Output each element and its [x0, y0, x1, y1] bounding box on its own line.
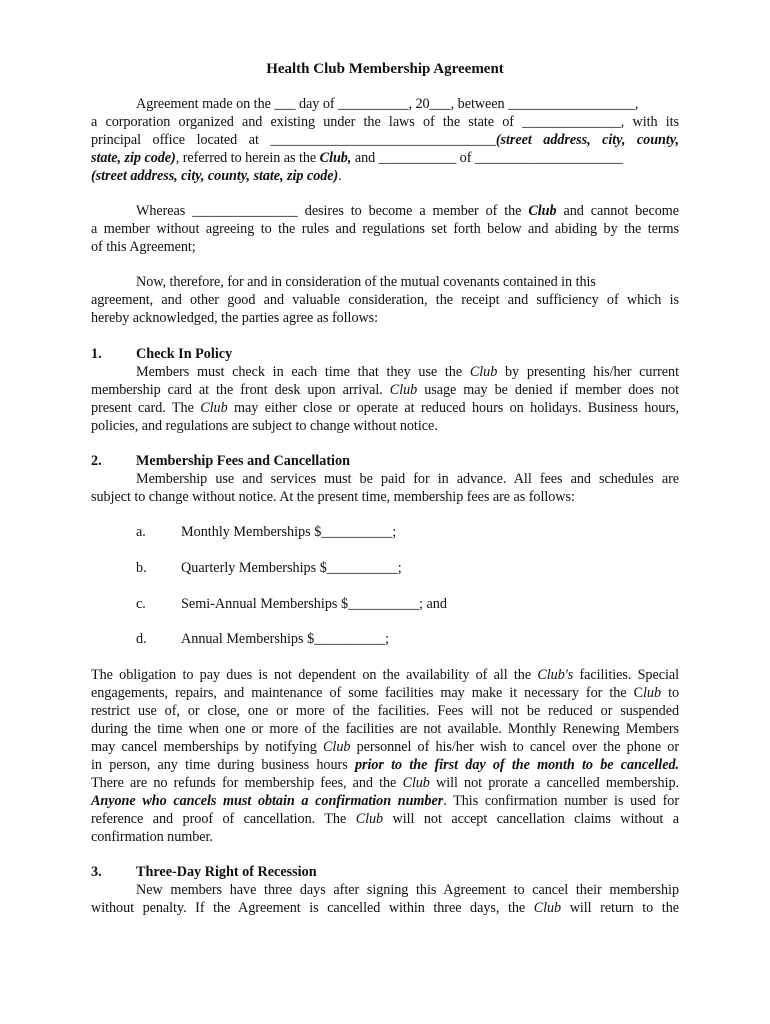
intro-line-1: Agreement made on the ___ day of __________, 20___, between __________________,: [136, 96, 639, 112]
section-2-para-line-6: in person, any time during business hours prior to the first day of the month to be cancelled.: [91, 757, 679, 773]
fee-item-quarterly: Quarterly Memberships $__________;: [181, 560, 402, 576]
section-2-number: 2.: [91, 453, 102, 469]
section-2-para-line-3: restrict use of, or close, one or more of the facilities. Fees will not be reduced or suspended: [91, 703, 679, 719]
page-title: Health Club Membership Agreement: [266, 61, 504, 77]
section-2-para-line-10: confirmation number.: [91, 829, 213, 845]
section-1-heading: Check In Policy: [136, 346, 233, 362]
section-1-number: 1.: [91, 346, 102, 362]
section-1-line-3: present card. The Club may either close or operate at reduced hours on holidays. Business hours,: [91, 400, 679, 416]
section-2-para-line-9: reference and proof of cancellation. The Club will not accept cancellation claims without a: [91, 811, 680, 827]
section-2-line-2: subject to change without notice. At the present time, membership fees are as follows:: [91, 489, 575, 505]
fee-item-letter: b.: [136, 560, 147, 576]
whereas-line-1: Whereas _______________ desires to become a member of the Club and cannot become: [136, 203, 679, 219]
section-2-line-1: Membership use and services must be paid for in advance. All fees and schedules are: [136, 471, 679, 487]
whereas-line-3: of this Agreement;: [91, 239, 196, 255]
section-3-heading: Three-Day Right of Recession: [136, 864, 317, 880]
section-3-line-2: without penalty. If the Agreement is cancelled within three days, the Club will return to the: [91, 900, 679, 916]
now-line-3: hereby acknowledged, the parties agree as follows:: [91, 310, 379, 326]
section-2-para-line-1: The obligation to pay dues is not dependent on the availability of all the Club's facilities. Special: [91, 667, 680, 683]
section-3-line-1: New members have three days after signing this Agreement to cancel their membership: [136, 882, 679, 898]
fee-item-letter: c.: [136, 596, 146, 612]
section-2-para-line-2: engagements, repairs, and maintenance of some facilities may make it necessary for the Club to: [91, 685, 680, 701]
section-2-para-line-4: during the time when one or more of the facilities are not available. Monthly Renewing Members: [91, 721, 679, 737]
intro-line-2: a corporation organized and existing under the laws of the state of ______________, with its: [91, 114, 679, 130]
section-2-heading: Membership Fees and Cancellation: [136, 453, 350, 469]
fee-item-semi-annual: Semi-Annual Memberships $__________; and: [181, 596, 447, 612]
intro-line-3: principal office located at ________________________________(street address, city, county,: [91, 132, 679, 148]
fee-item-letter: a.: [136, 524, 146, 540]
section-2-para-line-5: may cancel memberships by notifying Club personnel of his/her wish to cancel over the phone or: [91, 739, 679, 755]
now-line-2: agreement, and other good and valuable consideration, the receipt and sufficiency of which is: [91, 292, 679, 308]
section-3-number: 3.: [91, 864, 102, 880]
fee-item-annual: Annual Memberships $__________;: [181, 631, 390, 647]
whereas-line-2: a member without agreeing to the rules and regulations set forth below and abiding by the terms: [91, 221, 679, 237]
section-1-line-4: policies, and regulations are subject to change without notice.: [91, 418, 438, 434]
intro-line-4: state, zip code), referred to herein as the Club, and ___________ of _____________________: [91, 150, 623, 166]
now-line-1: Now, therefore, for and in consideration of the mutual covenants contained in this: [136, 274, 596, 290]
section-2-para-line-8: Anyone who cancels must obtain a confirmation number. This confirmation number is used for: [91, 793, 679, 809]
fee-item-letter: d.: [136, 631, 147, 647]
section-1-line-2: membership card at the front desk upon arrival. Club usage may be denied if member does not: [91, 382, 679, 398]
intro-line-5: (street address, city, county, state, zip code).: [91, 168, 342, 184]
section-2-para-line-7: There are no refunds for membership fees, and the Club will not prorate a cancelled membership.: [91, 775, 680, 791]
fee-item-monthly: Monthly Memberships $__________;: [181, 524, 397, 540]
section-1-line-1: Members must check in each time that they use the Club by presenting his/her current: [136, 364, 679, 380]
